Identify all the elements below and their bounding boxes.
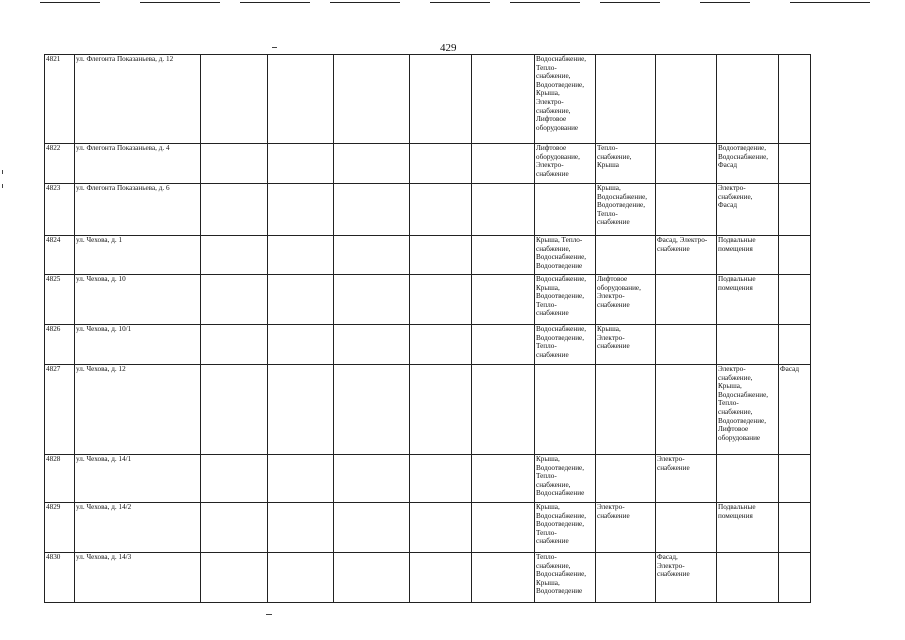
empty-cell xyxy=(410,553,472,603)
works-cell-text: Крыша, Электро- снабжение xyxy=(597,325,630,351)
row-number xyxy=(45,325,75,365)
row-number xyxy=(45,455,75,503)
empty-cell xyxy=(410,184,472,236)
empty-cell xyxy=(472,325,535,365)
address-cell xyxy=(75,236,201,275)
works-cell xyxy=(717,553,779,603)
works-cell xyxy=(656,325,717,365)
works-cell-text: Фасад xyxy=(780,365,799,373)
scan-speck xyxy=(2,184,3,188)
table-row xyxy=(45,325,811,365)
empty-cell xyxy=(410,455,472,503)
empty-cell xyxy=(472,236,535,275)
empty-cell xyxy=(410,365,472,455)
works-cell-text: Подвальные помещения xyxy=(718,503,756,520)
works-cell xyxy=(656,55,717,144)
works-cell-text: Водоотведение, Водоснабжение, Фасад xyxy=(718,144,769,170)
scan-edge-line xyxy=(430,2,490,3)
row-number xyxy=(45,503,75,553)
works-cell xyxy=(779,455,811,503)
table-row xyxy=(45,55,811,144)
table-body xyxy=(45,55,811,603)
works-cell-text: Электро- снабжение, Крыша, Водоснабжение, Тепло- снабжение, Водоотведение, Лифтовое оборудование xyxy=(718,365,769,442)
empty-cell xyxy=(268,503,334,553)
row-number-text: 4822 xyxy=(46,144,61,152)
empty-cell xyxy=(268,144,334,184)
empty-cell xyxy=(472,553,535,603)
works-cell-text: Электро- снабжение, Фасад xyxy=(718,184,753,210)
empty-cell xyxy=(334,455,410,503)
works-cell xyxy=(596,325,656,365)
address-cell-text: ул. Флегонта Показаньева, д. 6 xyxy=(76,184,170,192)
scan-speck xyxy=(2,170,3,174)
works-cell-text: Крыша, Водоснабжение, Водоотведение, Тепло- снабжение xyxy=(597,184,648,227)
empty-cell xyxy=(268,365,334,455)
scan-speck xyxy=(272,47,277,48)
empty-cell xyxy=(410,503,472,553)
row-number xyxy=(45,553,75,603)
scan-edge-line xyxy=(330,2,400,3)
scan-edge-line xyxy=(140,2,220,3)
address-cell xyxy=(75,365,201,455)
row-number-text: 4830 xyxy=(46,553,61,561)
empty-cell xyxy=(201,553,268,603)
address-cell xyxy=(75,144,201,184)
address-cell-text: ул. Чехова, д. 12 xyxy=(76,365,126,373)
works-cell xyxy=(535,275,596,325)
empty-cell xyxy=(334,553,410,603)
works-cell xyxy=(596,503,656,553)
works-cell xyxy=(596,236,656,275)
works-cell xyxy=(535,325,596,365)
empty-cell xyxy=(472,455,535,503)
works-cell xyxy=(535,553,596,603)
works-cell xyxy=(717,455,779,503)
empty-cell xyxy=(268,455,334,503)
works-table xyxy=(44,54,811,603)
row-number xyxy=(45,144,75,184)
scan-edge-line xyxy=(700,2,750,3)
works-cell xyxy=(779,55,811,144)
works-cell-text: Лифтовое оборудование, Электро- снабжение xyxy=(597,275,641,309)
works-cell-text: Подвальные помещения xyxy=(718,236,756,253)
works-cell-text: Водоснабжение, Тепло- снабжение, Водоотведение, Крыша, Электро- снабжение, Лифтовое оборудование xyxy=(536,55,587,132)
scan-edge-line xyxy=(240,2,310,3)
empty-cell xyxy=(334,325,410,365)
works-cell xyxy=(717,184,779,236)
works-cell xyxy=(717,275,779,325)
row-number-text: 4823 xyxy=(46,184,61,192)
empty-cell xyxy=(201,144,268,184)
address-cell xyxy=(75,55,201,144)
row-number-text: 4821 xyxy=(46,55,61,63)
row-number-text: 4825 xyxy=(46,275,61,283)
works-cell xyxy=(779,365,811,455)
row-number xyxy=(45,365,75,455)
empty-cell xyxy=(410,275,472,325)
works-cell xyxy=(596,184,656,236)
address-cell xyxy=(75,553,201,603)
address-cell-text: ул. Чехова, д. 14/2 xyxy=(76,503,132,511)
works-cell-text: Крыша, Тепло- снабжение, Водоснабжение, Водоотведение xyxy=(536,236,587,270)
works-cell xyxy=(656,184,717,236)
address-cell-text: ул. Чехова, д. 14/1 xyxy=(76,455,132,463)
address-cell xyxy=(75,275,201,325)
works-cell-text: Крыша, Водоснабжение, Водоотведение, Тепло- снабжение xyxy=(536,503,587,546)
scan-edge-line xyxy=(40,2,100,3)
empty-cell xyxy=(472,275,535,325)
works-cell xyxy=(535,365,596,455)
works-cell-text: Водоснабжение, Водоотведение, Тепло- снабжение xyxy=(536,325,587,359)
works-cell-text: Водоснабжение, Крыша, Водоотведение, Тепло- снабжение xyxy=(536,275,587,318)
empty-cell xyxy=(410,325,472,365)
empty-cell xyxy=(268,325,334,365)
row-number xyxy=(45,275,75,325)
scan-edge-line xyxy=(790,2,870,3)
works-cell xyxy=(596,455,656,503)
empty-cell xyxy=(334,503,410,553)
row-number-text: 4826 xyxy=(46,325,61,333)
row-number xyxy=(45,236,75,275)
empty-cell xyxy=(201,365,268,455)
address-cell xyxy=(75,325,201,365)
table-row xyxy=(45,275,811,325)
empty-cell xyxy=(268,55,334,144)
address-cell-text: ул. Чехова, д. 1 xyxy=(76,236,123,244)
works-cell xyxy=(656,553,717,603)
works-cell xyxy=(535,144,596,184)
works-cell xyxy=(779,275,811,325)
empty-cell xyxy=(201,184,268,236)
empty-cell xyxy=(334,184,410,236)
empty-cell xyxy=(268,184,334,236)
works-cell-text: Фасад, Электро- снабжение xyxy=(657,236,708,253)
row-number-text: 4824 xyxy=(46,236,61,244)
works-cell xyxy=(717,325,779,365)
works-cell xyxy=(779,184,811,236)
works-cell xyxy=(535,55,596,144)
empty-cell xyxy=(472,144,535,184)
empty-cell xyxy=(201,455,268,503)
scan-speck xyxy=(266,614,272,615)
address-cell-text: ул. Чехова, д. 10 xyxy=(76,275,126,283)
row-number-text: 4828 xyxy=(46,455,61,463)
works-cell xyxy=(656,503,717,553)
works-cell xyxy=(596,365,656,455)
address-cell-text: ул. Чехова, д. 10/1 xyxy=(76,325,132,333)
empty-cell xyxy=(268,236,334,275)
address-cell xyxy=(75,455,201,503)
empty-cell xyxy=(268,275,334,325)
empty-cell xyxy=(472,55,535,144)
works-cell xyxy=(656,455,717,503)
row-number xyxy=(45,55,75,144)
address-cell-text: ул. Флегонта Показаньева, д. 12 xyxy=(76,55,174,63)
empty-cell xyxy=(472,503,535,553)
works-cell xyxy=(779,144,811,184)
works-cell xyxy=(535,184,596,236)
empty-cell xyxy=(201,275,268,325)
empty-cell xyxy=(410,55,472,144)
address-cell xyxy=(75,184,201,236)
empty-cell xyxy=(410,236,472,275)
works-cell xyxy=(656,144,717,184)
works-cell xyxy=(656,365,717,455)
works-cell xyxy=(596,275,656,325)
address-cell xyxy=(75,503,201,553)
works-cell xyxy=(596,553,656,603)
scan-edge-line xyxy=(510,2,580,3)
works-cell-text: Лифтовое оборудование, Электро- снабжение xyxy=(536,144,580,178)
empty-cell xyxy=(410,144,472,184)
works-cell xyxy=(717,365,779,455)
works-cell xyxy=(717,144,779,184)
works-cell xyxy=(717,55,779,144)
works-cell xyxy=(779,236,811,275)
works-cell xyxy=(596,55,656,144)
works-cell xyxy=(717,236,779,275)
table-row xyxy=(45,365,811,455)
empty-cell xyxy=(334,275,410,325)
works-cell-text: Электро- снабжение xyxy=(597,503,630,520)
empty-cell xyxy=(472,365,535,455)
table-row xyxy=(45,455,811,503)
table-row xyxy=(45,144,811,184)
works-cell-text: Подвальные помещения xyxy=(718,275,756,292)
table-row xyxy=(45,184,811,236)
empty-cell xyxy=(201,236,268,275)
row-number-text: 4829 xyxy=(46,503,61,511)
works-cell-text: Фасад, Электро- снабжение xyxy=(657,553,690,579)
works-cell xyxy=(656,236,717,275)
table-row xyxy=(45,236,811,275)
page-number: 429 xyxy=(440,42,457,54)
works-cell xyxy=(596,144,656,184)
works-cell xyxy=(779,553,811,603)
row-number-text: 4827 xyxy=(46,365,61,373)
address-cell-text: ул. Чехова, д. 14/3 xyxy=(76,553,132,561)
row-number xyxy=(45,184,75,236)
works-cell xyxy=(535,236,596,275)
empty-cell xyxy=(334,144,410,184)
scan-edge-line xyxy=(600,2,660,3)
empty-cell xyxy=(201,55,268,144)
empty-cell xyxy=(201,325,268,365)
works-cell-text: Крыша, Водоотведение, Тепло- снабжение, Водоснабжение xyxy=(536,455,585,498)
works-cell-text: Электро- снабжение xyxy=(657,455,690,472)
empty-cell xyxy=(268,553,334,603)
empty-cell xyxy=(334,55,410,144)
works-cell xyxy=(535,455,596,503)
works-cell xyxy=(656,275,717,325)
works-cell-text: Тепло- снабжение, Водоснабжение, Крыша, Водоотведение xyxy=(536,553,587,596)
works-cell xyxy=(717,503,779,553)
works-cell xyxy=(779,325,811,365)
works-cell xyxy=(779,503,811,553)
empty-cell xyxy=(334,236,410,275)
empty-cell xyxy=(201,503,268,553)
table-row xyxy=(45,553,811,603)
empty-cell xyxy=(334,365,410,455)
works-cell xyxy=(535,503,596,553)
table-row xyxy=(45,503,811,553)
address-cell-text: ул. Флегонта Показаньева, д. 4 xyxy=(76,144,170,152)
works-cell-text: Тепло- снабжение, Крыша xyxy=(597,144,632,170)
empty-cell xyxy=(472,184,535,236)
